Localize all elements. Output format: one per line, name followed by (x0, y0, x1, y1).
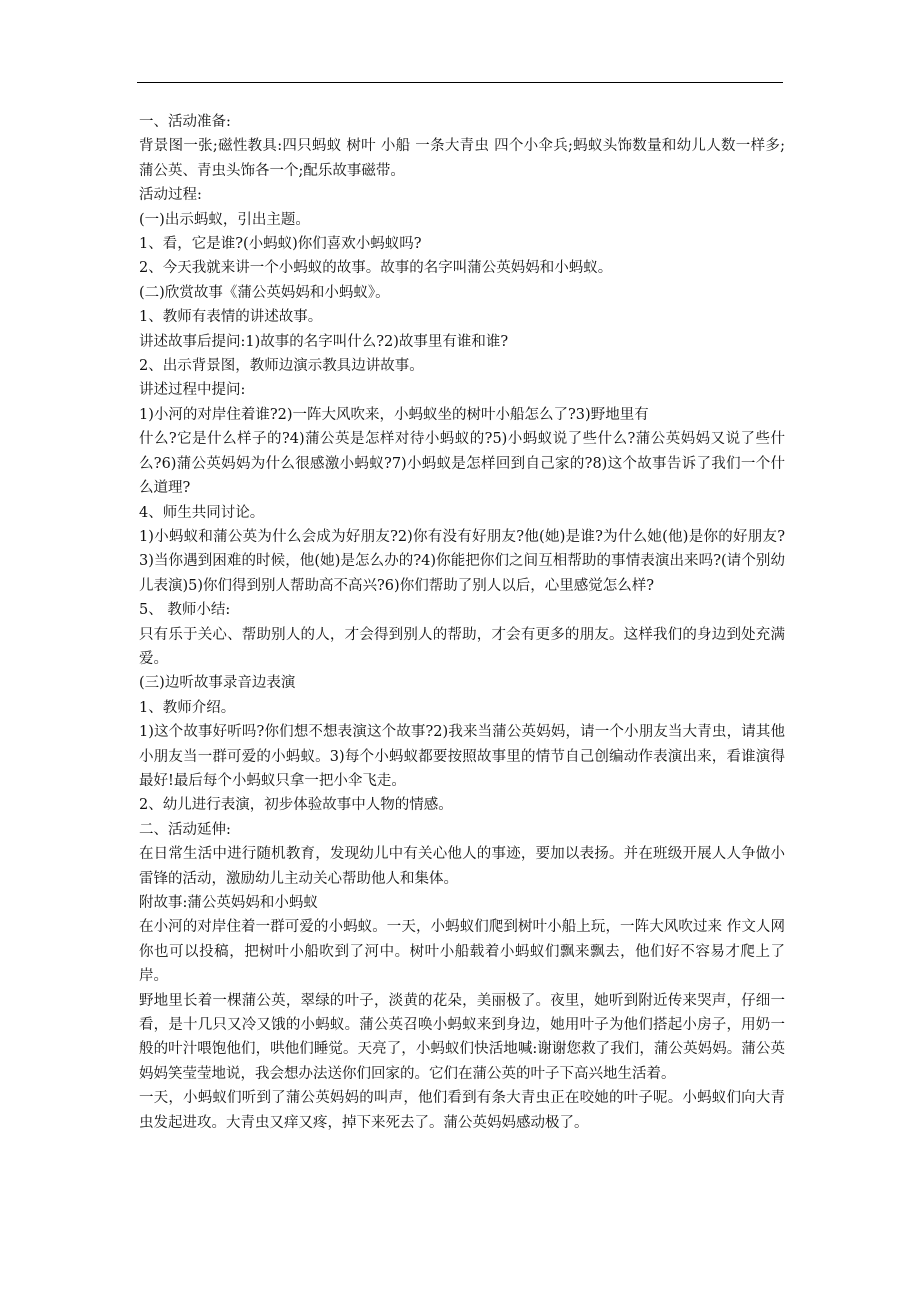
document-body (139, 110, 785, 1135)
paragraph-teacher-telling: 1、教师有表情的讲述故事。 (139, 309, 323, 326)
paragraph-extension: 在日常生活中进行随机教育，发现幼儿中有关心他人的事迹，要加以表扬。并在班级开展人人争做小雷锋的活动，激励幼儿主动关心帮助他人和集体。 (139, 846, 785, 887)
story-title: 附故事:蒲公英妈妈和小蚂蚁 (139, 895, 318, 911)
paragraph-discussion-heading: 4、师生共同讨论。 (139, 504, 265, 521)
story-paragraph-3: 一天，小蚂蚁们听到了蒲公英妈妈的叫声，他们看到有条大青虫正在咬她的叶子呢。小蚂蚁们向大青虫发起进攻。大青虫又痒又疼，掉下来死去了。蒲公英妈妈感动极了。 (139, 1090, 785, 1131)
paragraph-questions-after: 讲述故事后提问:1)故事的名字叫什么?2)故事里有谁和谁? (139, 333, 509, 350)
paragraph-step-1: 1、看，它是谁?(小蚂蚁)你们喜欢小蚂蚁吗? (139, 236, 422, 253)
paragraph-questions-during-label: 讲述过程中提问: (139, 382, 246, 399)
subheading-part-3: (三)边听故事录音边表演 (139, 675, 296, 692)
paragraph-step-2: 2、今天我就来讲一个小蚂蚁的故事。故事的名字叫蒲公英妈妈和小蚂蚁。 (139, 260, 613, 277)
paragraph-background-demo: 2、出示背景图，教师边演示教具边讲故事。 (139, 358, 424, 375)
paragraph-discussion-questions: 1)小蚂蚁和蒲公英为什么会成为好朋友?2)你有没有好朋友?他(她)是谁?为什么她(他)是你的好朋友?3)当你遇到困难的时候，他(她)是怎么办的?4)你能把你们之间互相帮助的事情表演出来吗?(请个别幼儿表演)5)你们得到别人帮助高不高兴?6)你们帮助了别人以后，心里感觉怎么样? (139, 528, 785, 594)
subheading-part-1: (一)出示蚂蚁，引出主题。 (139, 211, 310, 228)
story-paragraph-2: 野地里长着一棵蒲公英，翠绿的叶子，淡黄的花朵，美丽极了。夜里，她听到附近传来哭声，仔细一看，是十几只又冷又饿的小蚂蚁。蒲公英召唤小蚂蚁来到身边，她用叶子为他们搭起小房子，用奶一般的叶汁喂饱他们，哄他们睡觉。天亮了，小蚂蚁们快活地喊:谢谢您救了我们，蒲公英妈妈。蒲公英妈妈笑莹莹地说，我会想办法送你们回家的。它们在蒲公英的叶子下高兴地生活着。 (139, 992, 785, 1082)
subheading-part-2: (二)欣赏故事《蒲公英妈妈和小蚂蚁》。 (139, 284, 390, 301)
section-heading-extension: 二、活动延伸: (139, 821, 231, 838)
paragraph-children-perform: 2、幼儿进行表演，初步体验故事中人物的情感。 (139, 797, 453, 814)
story-paragraph-1: 在小河的对岸住着一群可爱的小蚂蚁。一天，小蚂蚁们爬到树叶小船上玩，一阵大风吹过来 作文人网 你也可以投稿，把树叶小船吹到了河中。树叶小船载着小蚂蚁们飘来飘去，他们好不容易才爬上了岸。 (139, 919, 785, 985)
section-heading-preparation: 一、活动准备: (139, 114, 231, 130)
paragraph-summary-heading: 5、 教师小结: (139, 602, 231, 619)
section-heading-process: 活动过程: (139, 187, 202, 204)
header-rule (137, 82, 783, 83)
paragraph-questions-during-1: 1)小河的对岸住着谁?2)一阵大风吹来，小蚂蚁坐的树叶小船怎么了?3)野地里有 (139, 406, 649, 423)
paragraph-summary: 只有乐于关心、帮助别人的人，才会得到别人的帮助，才会有更多的朋友。这样我们的身边到处充满爱。 (139, 626, 785, 667)
paragraph-questions-during-2: 什么?它是什么样子的?4)蒲公英是怎样对待小蚂蚁的?5)小蚂蚁说了些什么?蒲公英妈妈又说了些什么?6)蒲公英妈妈为什么很感激小蚂蚁?7)小蚂蚁是怎样回到自己家的?8)这个故事告诉了我们一个什么道理? (139, 431, 785, 497)
paragraph-performance-plan: 1)这个故事好听吗?你们想不想表演这个故事?2)我来当蒲公英妈妈，请一个小朋友当大青虫，请其他小朋友当一群可爱的小蚂蚁。3)每个小蚂蚁都要按照故事里的情节自己创编动作表演出来，看谁演得最好!最后每个小蚂蚁只拿一把小伞飞走。 (139, 724, 785, 789)
paragraph-teacher-intro: 1、教师介绍。 (139, 699, 236, 716)
paragraph-materials: 背景图一张;磁性教具:四只蚂蚁 树叶 小船 一条大青虫 四个小伞兵;蚂蚁头饰数量和幼儿人数一样多;蒲公英、青虫头饰各一个;配乐故事磁带。 (139, 138, 785, 179)
